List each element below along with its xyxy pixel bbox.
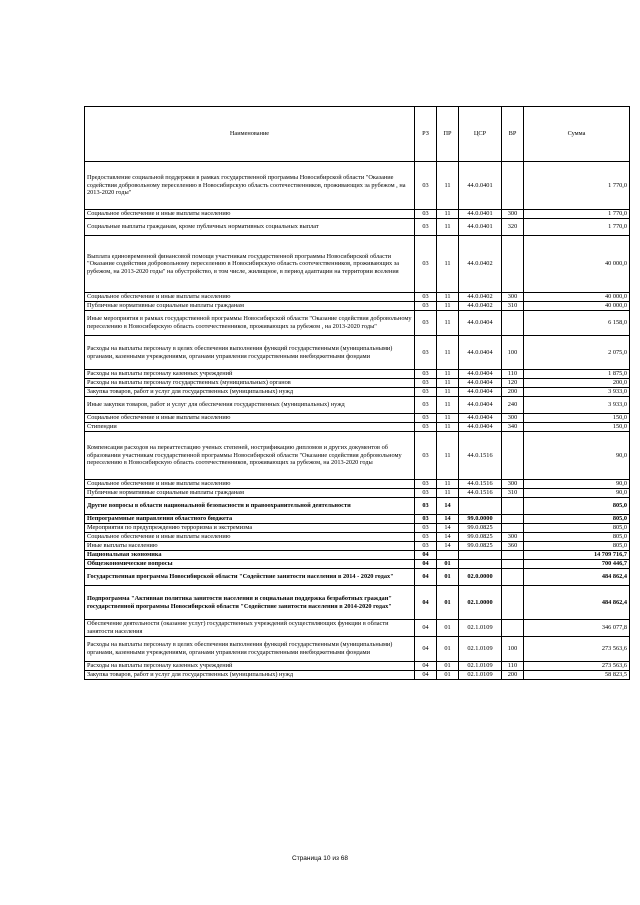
cell-sum: 150,0: [524, 414, 630, 423]
cell-rz: 03: [415, 423, 437, 432]
table-row: [85, 662, 630, 671]
cell-pr: 11: [437, 302, 459, 311]
cell-sum: 700 446,7: [524, 560, 630, 569]
cell-pr: 14: [437, 542, 459, 551]
table-row: [85, 569, 630, 586]
cell-rz: 03: [415, 388, 437, 397]
table-row: [85, 671, 630, 680]
cell-pr: 01: [437, 586, 459, 620]
cell-rz: 03: [415, 302, 437, 311]
cell-name: Предоставление социальной поддержки в рамках государственной программы Новосибирской области "Оказание содействия добровольному переселению в Новосибирскую область соотечественников, проживающих за рубежом , на 2013-2020 годы": [85, 162, 415, 210]
cell-name: Другие вопросы в области национальной безопасности и правоохранительной деятельности: [85, 498, 415, 515]
cell-rz: 03: [415, 236, 437, 293]
cell-csr: 44.0.0402: [459, 293, 502, 302]
cell-rz: 03: [415, 432, 437, 480]
cell-pr: 01: [437, 671, 459, 680]
cell-sum: 484 862,4: [524, 586, 630, 620]
table-row: [85, 219, 630, 236]
cell-sum: 90,0: [524, 480, 630, 489]
cell-vr: 300: [502, 293, 524, 302]
header-csr: ЦСР: [459, 107, 502, 162]
cell-sum: 1 770,0: [524, 219, 630, 236]
cell-vr: 100: [502, 637, 524, 662]
table-row: [85, 388, 630, 397]
cell-rz: 04: [415, 637, 437, 662]
header-name: Наименование: [85, 107, 415, 162]
cell-rz: 03: [415, 542, 437, 551]
cell-sum: 40 000,0: [524, 293, 630, 302]
cell-vr: [502, 524, 524, 533]
cell-pr: 11: [437, 423, 459, 432]
table-row: [85, 637, 630, 662]
cell-pr: 11: [437, 388, 459, 397]
cell-name: Расходы на выплаты персоналу казенных учреждений: [85, 662, 415, 671]
cell-sum: 805,0: [524, 498, 630, 515]
cell-pr: 01: [437, 620, 459, 637]
cell-csr: 99.0.0000: [459, 515, 502, 524]
cell-rz: 04: [415, 560, 437, 569]
table-row: [85, 302, 630, 311]
cell-csr: 02.1.0109: [459, 620, 502, 637]
cell-pr: 11: [437, 414, 459, 423]
cell-csr: [459, 551, 502, 560]
cell-pr: 11: [437, 432, 459, 480]
cell-vr: 200: [502, 388, 524, 397]
cell-name: Социальное обеспечение и иные выплаты населению: [85, 293, 415, 302]
table-row: [85, 542, 630, 551]
cell-sum: 273 563,6: [524, 637, 630, 662]
cell-rz: 03: [415, 498, 437, 515]
cell-pr: 11: [437, 293, 459, 302]
table-header-row: [85, 107, 630, 162]
cell-vr: 310: [502, 489, 524, 498]
cell-name: Подпрограмма "Активная политика занятости населения и социальная поддержка безработных граждан" государственной программы Новосибирской области "Содействие занятости населения в 2014-2020 годах": [85, 586, 415, 620]
cell-sum: 90,0: [524, 489, 630, 498]
cell-rz: 03: [415, 162, 437, 210]
cell-rz: 03: [415, 219, 437, 236]
cell-pr: 11: [437, 480, 459, 489]
table-row: [85, 524, 630, 533]
cell-rz: 03: [415, 480, 437, 489]
cell-rz: 03: [415, 414, 437, 423]
cell-rz: 03: [415, 533, 437, 542]
cell-csr: 44.0.0404: [459, 423, 502, 432]
table-row: [85, 414, 630, 423]
table-row: [85, 162, 630, 210]
table-row: [85, 432, 630, 480]
header-rz: РЗ: [415, 107, 437, 162]
cell-vr: [502, 569, 524, 586]
cell-rz: 03: [415, 311, 437, 336]
cell-vr: [502, 162, 524, 210]
cell-vr: [502, 620, 524, 637]
cell-rz: 03: [415, 370, 437, 379]
cell-vr: 300: [502, 533, 524, 542]
page-number: Страница 10 из 68: [292, 855, 348, 862]
cell-csr: 99.0.0825: [459, 524, 502, 533]
cell-rz: 03: [415, 524, 437, 533]
cell-sum: 1 770,0: [524, 162, 630, 210]
cell-rz: 03: [415, 397, 437, 414]
cell-pr: 14: [437, 533, 459, 542]
cell-pr: 11: [437, 397, 459, 414]
table-row: [85, 533, 630, 542]
cell-csr: 02.0.0000: [459, 569, 502, 586]
cell-vr: [502, 311, 524, 336]
cell-csr: 99.0.0825: [459, 533, 502, 542]
cell-vr: 340: [502, 423, 524, 432]
cell-pr: 01: [437, 662, 459, 671]
cell-name: Обеспечение деятельности (оказание услуг) государственных учреждений осуществляющих функции в области занятости населения: [85, 620, 415, 637]
cell-csr: 44.0.1516: [459, 480, 502, 489]
cell-sum: 3 933,0: [524, 388, 630, 397]
cell-csr: 44.0.0401: [459, 210, 502, 219]
cell-name: Непрограммные направления областного бюджета: [85, 515, 415, 524]
cell-sum: 6 158,0: [524, 311, 630, 336]
table-row: [85, 397, 630, 414]
cell-csr: 02.1.0000: [459, 586, 502, 620]
cell-name: Социальное обеспечение и иные выплаты населению: [85, 480, 415, 489]
cell-name: Закупка товаров, работ и услуг для государственных (муниципальных) нужд: [85, 671, 415, 680]
table-row: [85, 293, 630, 302]
cell-sum: 14 709 716,7: [524, 551, 630, 560]
cell-csr: 44.0.0402: [459, 302, 502, 311]
cell-csr: 02.1.0109: [459, 637, 502, 662]
cell-csr: 44.0.0404: [459, 397, 502, 414]
cell-csr: 44.0.1516: [459, 489, 502, 498]
cell-name: Публичные нормативные социальные выплаты гражданам: [85, 302, 415, 311]
cell-rz: 03: [415, 515, 437, 524]
cell-name: Социальное обеспечение и иные выплаты населению: [85, 414, 415, 423]
cell-name: Национальная экономика: [85, 551, 415, 560]
table-row: [85, 311, 630, 336]
cell-csr: 02.1.0109: [459, 662, 502, 671]
cell-name: Социальные выплаты гражданам, кроме публичных нормативных социальных выплат: [85, 219, 415, 236]
cell-vr: 320: [502, 219, 524, 236]
cell-name: Социальное обеспечение и иные выплаты населению: [85, 210, 415, 219]
cell-sum: 3 933,0: [524, 397, 630, 414]
cell-vr: 120: [502, 379, 524, 388]
table-row: [85, 515, 630, 524]
cell-rz: 04: [415, 671, 437, 680]
cell-vr: 300: [502, 480, 524, 489]
cell-rz: 03: [415, 379, 437, 388]
table-row: [85, 586, 630, 620]
table-row: [85, 336, 630, 370]
cell-pr: 11: [437, 379, 459, 388]
cell-vr: [502, 515, 524, 524]
table-row: [85, 210, 630, 219]
cell-vr: [502, 498, 524, 515]
cell-csr: 44.0.0404: [459, 379, 502, 388]
cell-pr: 11: [437, 336, 459, 370]
cell-csr: 44.0.1516: [459, 432, 502, 480]
cell-vr: 300: [502, 414, 524, 423]
cell-pr: 11: [437, 210, 459, 219]
cell-vr: [502, 586, 524, 620]
cell-pr: 11: [437, 162, 459, 210]
cell-pr: 11: [437, 236, 459, 293]
cell-sum: 484 862,4: [524, 569, 630, 586]
cell-vr: 300: [502, 210, 524, 219]
header-sum: Сумма: [524, 107, 630, 162]
cell-name: Общеэкономические вопросы: [85, 560, 415, 569]
cell-vr: [502, 560, 524, 569]
cell-csr: 44.0.0404: [459, 336, 502, 370]
cell-pr: 01: [437, 637, 459, 662]
cell-name: Социальное обеспечение и иные выплаты населению: [85, 533, 415, 542]
cell-name: Расходы на выплаты персоналу государственных (муниципальных) органов: [85, 379, 415, 388]
cell-csr: 44.0.0404: [459, 388, 502, 397]
table-row: [85, 423, 630, 432]
cell-rz: 03: [415, 210, 437, 219]
cell-pr: 11: [437, 370, 459, 379]
cell-csr: 44.0.0402: [459, 236, 502, 293]
cell-vr: 200: [502, 671, 524, 680]
cell-csr: [459, 498, 502, 515]
cell-vr: 240: [502, 397, 524, 414]
cell-rz: 04: [415, 569, 437, 586]
cell-name: Расходы на выплаты персоналу в целях обеспечения выполнения функций государственными (муниципальными) органами, казенными учреждениями, органами управления государственными внебюджетными фондами: [85, 637, 415, 662]
table-row: [85, 236, 630, 293]
table-row: [85, 489, 630, 498]
cell-pr: 14: [437, 524, 459, 533]
cell-sum: 346 077,8: [524, 620, 630, 637]
cell-vr: 100: [502, 336, 524, 370]
cell-pr: 01: [437, 560, 459, 569]
cell-name: Государственная программа Новосибирской области "Содействие занятости населения в 2014 - 2020 годах": [85, 569, 415, 586]
cell-sum: 58 823,5: [524, 671, 630, 680]
cell-name: Расходы на выплаты персоналу казенных учреждений: [85, 370, 415, 379]
cell-pr: 14: [437, 515, 459, 524]
cell-csr: 44.0.0401: [459, 162, 502, 210]
cell-vr: 110: [502, 662, 524, 671]
cell-rz: 04: [415, 662, 437, 671]
table-row: [85, 560, 630, 569]
cell-rz: 04: [415, 551, 437, 560]
header-pr: ПР: [437, 107, 459, 162]
cell-rz: 04: [415, 586, 437, 620]
cell-sum: 805,0: [524, 542, 630, 551]
cell-sum: 805,0: [524, 524, 630, 533]
cell-rz: 03: [415, 293, 437, 302]
cell-sum: 273 563,6: [524, 662, 630, 671]
budget-table: [84, 106, 630, 680]
cell-pr: 14: [437, 498, 459, 515]
cell-name: Иные выплаты населению: [85, 542, 415, 551]
cell-sum: 1 875,0: [524, 370, 630, 379]
cell-name: Мероприятия по предупреждению терроризма и экстремизма: [85, 524, 415, 533]
cell-vr: 310: [502, 302, 524, 311]
cell-vr: 110: [502, 370, 524, 379]
cell-name: Компенсация расходов на переаттестацию ученых степеней, нострификацию дипломов и других документов об образовании участникам государственной программы Новосибирской области "Оказание содействия добровольному переселению в Новосибирскую область соотечественников, проживающих за рубежом, на 2013-2020 годы: [85, 432, 415, 480]
cell-sum: 1 770,0: [524, 210, 630, 219]
cell-sum: 90,0: [524, 432, 630, 480]
cell-name: Иные закупки товаров, работ и услуг для обеспечения государственных (муниципальных) нужд: [85, 397, 415, 414]
table-row: [85, 498, 630, 515]
cell-vr: [502, 551, 524, 560]
cell-pr: 11: [437, 489, 459, 498]
cell-sum: 40 000,0: [524, 302, 630, 311]
cell-sum: 200,0: [524, 379, 630, 388]
cell-vr: [502, 432, 524, 480]
cell-pr: 01: [437, 569, 459, 586]
cell-vr: [502, 236, 524, 293]
table-row: [85, 480, 630, 489]
cell-name: Иные мероприятия в рамках государственной программы Новосибирской области "Оказание содействия добровольному переселению в Новосибирскую область соотечественников, проживающих за рубежом , на 2013-2020 годы": [85, 311, 415, 336]
table-row: [85, 620, 630, 637]
cell-name: Публичные нормативные социальные выплаты гражданам: [85, 489, 415, 498]
cell-csr: 44.0.0404: [459, 370, 502, 379]
cell-name: Стипендии: [85, 423, 415, 432]
table-row: [85, 370, 630, 379]
cell-csr: 02.1.0109: [459, 671, 502, 680]
table-row: [85, 551, 630, 560]
table-row: [85, 379, 630, 388]
cell-sum: 40 000,0: [524, 236, 630, 293]
cell-pr: 11: [437, 219, 459, 236]
cell-sum: 805,0: [524, 533, 630, 542]
header-vr: ВР: [502, 107, 524, 162]
cell-csr: [459, 560, 502, 569]
cell-name: Расходы на выплаты персоналу в целях обеспечения выполнения функций государственными (муниципальными) органами, казенными учреждениями, органами управления государственными внебюджетными фондами: [85, 336, 415, 370]
cell-rz: 03: [415, 489, 437, 498]
cell-name: Выплата единовременной финансовой помощи участникам государственной программы Новосибирской области "Оказание содействия добровольному переселению в Новосибирскую область соотечественников, проживающих за рубежом, на 2013-2020 годы" на обустройство, в том числе, жилищное, в период адаптации на территории вселения: [85, 236, 415, 293]
cell-name: Закупка товаров, работ и услуг для государственных (муниципальных) нужд: [85, 388, 415, 397]
cell-pr: 11: [437, 311, 459, 336]
cell-rz: 03: [415, 336, 437, 370]
cell-rz: 04: [415, 620, 437, 637]
cell-vr: 360: [502, 542, 524, 551]
cell-sum: 805,0: [524, 515, 630, 524]
cell-sum: 2 075,0: [524, 336, 630, 370]
cell-csr: 44.0.0404: [459, 414, 502, 423]
table-body: [85, 162, 630, 680]
cell-csr: 99.0.0825: [459, 542, 502, 551]
cell-csr: 44.0.0404: [459, 311, 502, 336]
cell-pr: [437, 551, 459, 560]
cell-csr: 44.0.0401: [459, 219, 502, 236]
cell-sum: 150,0: [524, 423, 630, 432]
